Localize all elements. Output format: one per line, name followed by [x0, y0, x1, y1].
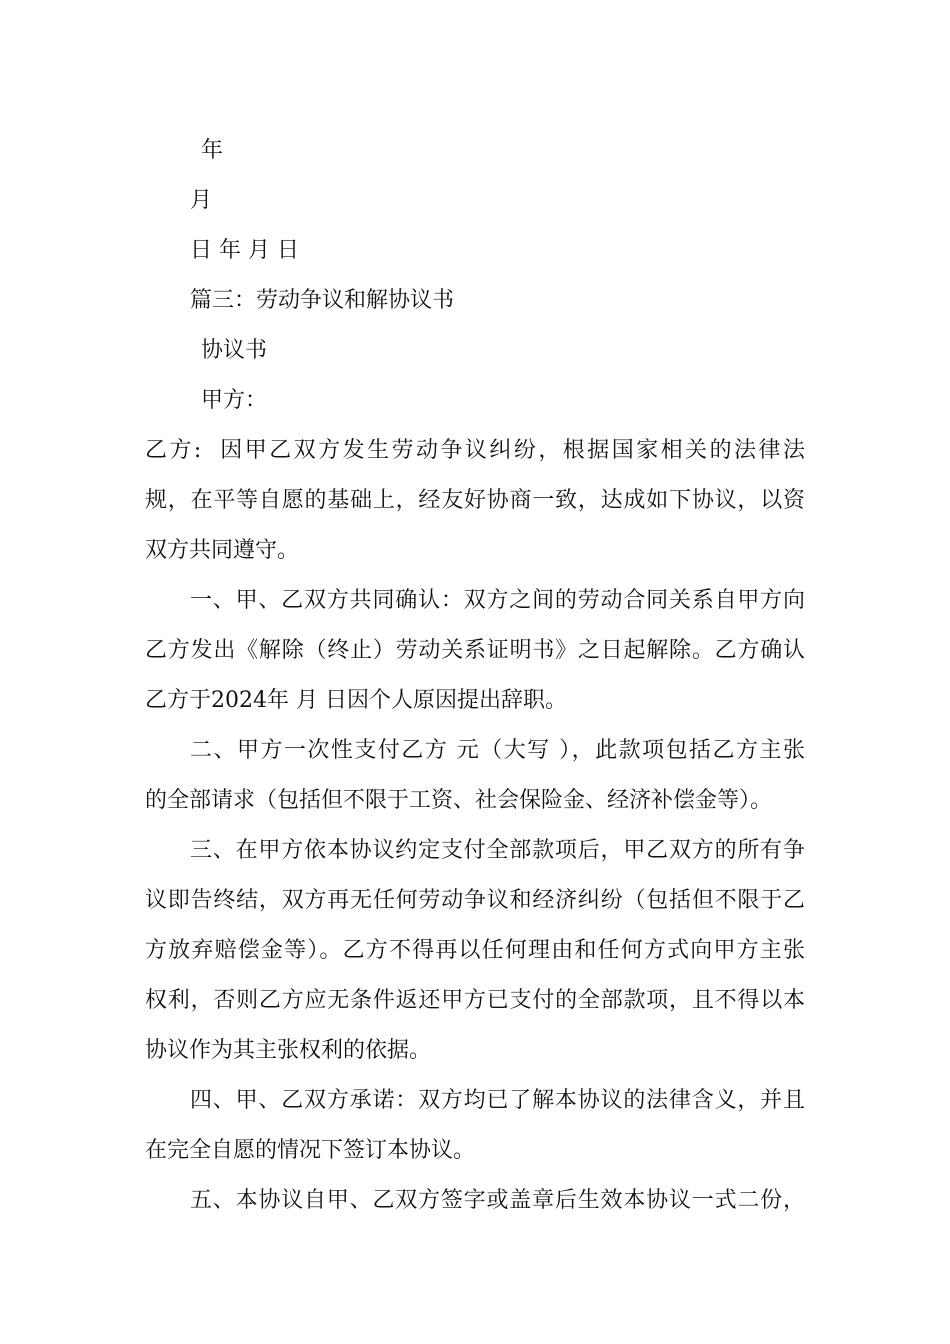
- body-line: 双方共同遵守。: [145, 538, 300, 563]
- date-year: 年: [201, 138, 224, 163]
- body-line: 的全部请求（包括但不限于工资、社会保险金、经济补偿金等）。: [145, 788, 773, 813]
- clause-2: 二、甲方一次性支付乙方 元（大写 ），此款项包括乙方主张: [190, 738, 805, 763]
- body-line: 方放弃赔偿金等）。乙方不得再以任何理由和任何方式向甲方主张: [145, 938, 805, 963]
- body-line: 协议作为其主张权利的依据。: [145, 1038, 432, 1063]
- date-day-line: 日 年 月 日: [190, 238, 299, 263]
- clause-1: 一、甲、乙双方共同确认：双方之间的劳动合同关系自甲方向: [190, 588, 805, 613]
- party-a-label: 甲方：: [201, 388, 268, 413]
- body-line: 在完全自愿的情况下签订本协议。: [145, 1138, 476, 1163]
- body-line: 乙方: 因甲乙双方发生劳动争议纠纷，根据国家相关的法律法: [145, 438, 805, 463]
- body-line: 乙方发出《解除（终止）劳动关系证明书》之日起解除。乙方确认: [145, 638, 805, 663]
- section-heading: 篇三：劳动争议和解协议书: [190, 288, 455, 313]
- doc-title: 协议书: [201, 338, 268, 363]
- body-line: 乙方于2024年 月 日因个人原因提出辞职。: [145, 688, 567, 713]
- clause-3: 三、在甲方依本协议约定支付全部款项后，甲乙双方的所有争: [190, 838, 805, 863]
- clause-5: 五、本协议自甲、乙双方签字或盖章后生效本协议一式二份，: [190, 1188, 805, 1213]
- body-line: 规，在平等自愿的基础上，经友好协商一致，达成如下协议，以资: [145, 488, 805, 513]
- body-line: 权利，否则乙方应无条件返还甲方已支付的全部款项，且不得以本: [145, 988, 805, 1013]
- clause-4: 四、甲、乙双方承诺：双方均已了解本协议的法律含义，并且: [190, 1088, 805, 1113]
- body-line: 议即告终结，双方再无任何劳动争议和经济纠纷（包括但不限于乙: [145, 888, 805, 913]
- date-month: 月: [190, 188, 213, 213]
